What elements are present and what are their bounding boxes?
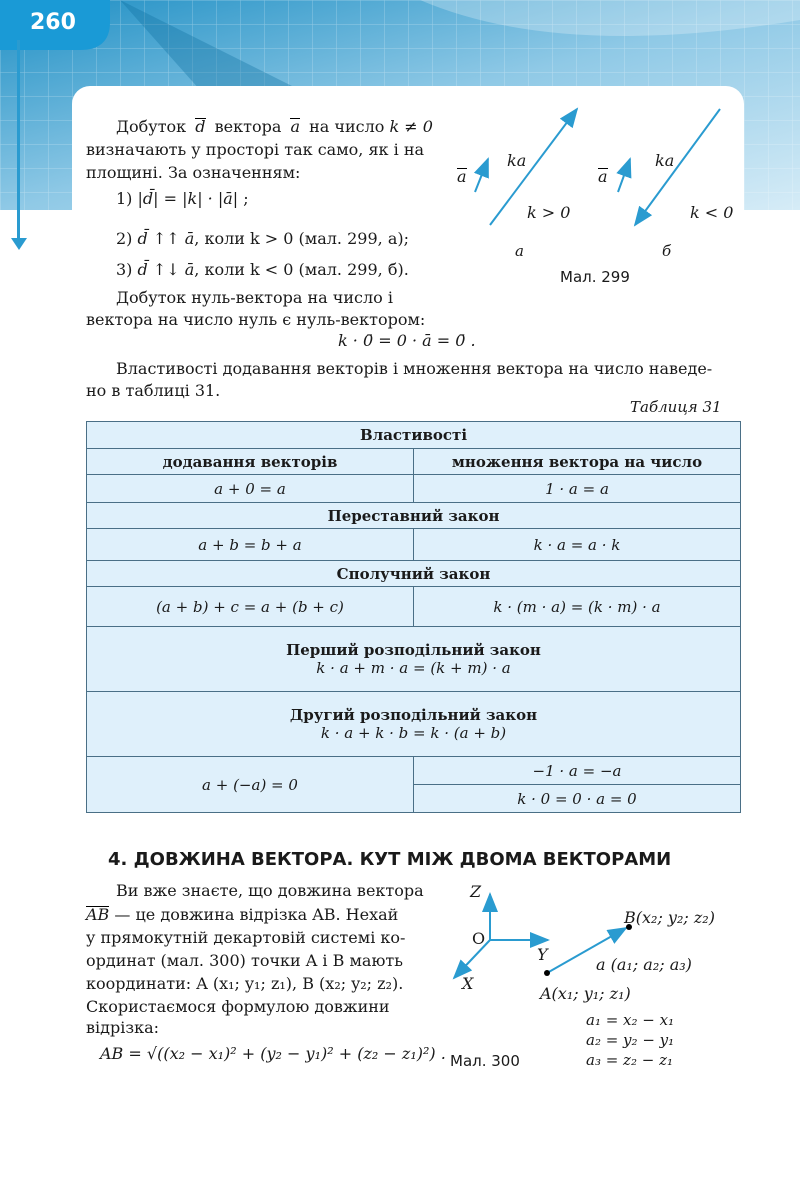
fig300-point-a: A(x₁; y₁; z₁) (540, 984, 631, 1003)
intro-line1: Добуток d вектора a на число k ≠ 0 (116, 117, 433, 136)
props-line2: но в таблиці 31. (86, 381, 221, 400)
fig300-eq1: a₁ = x₂ − x₁ (586, 1011, 675, 1029)
table-header: Властивості (87, 422, 741, 449)
s4-line3: у прямокутній декартовій системі ко- (86, 928, 406, 947)
fig299-vec-a-left: a (457, 167, 467, 186)
col-addition: додавання векторів (87, 449, 414, 475)
fig300-axis-y: Y (537, 945, 548, 964)
vector-a-left (475, 159, 488, 192)
null-line2: вектора на число нуль є нуль-вектором: (86, 310, 426, 329)
distance-formula: AB = √((x₂ − x₁)² + (y₂ − y₁)² + (z₂ − z₁)²) . (100, 1044, 446, 1063)
cell-r3c2: k · (m · a) = (k · m) · a (414, 587, 741, 627)
fig299-k-lt: k < 0 (690, 203, 734, 222)
fig299-vec-ka-left: ka (507, 151, 527, 170)
fig300-eq2: a₂ = y₂ − y₁ (586, 1031, 675, 1049)
fig299-label-b: б (662, 242, 672, 260)
cell-r2c2: k · a = a · k (414, 529, 741, 561)
fig300-axis-x: X (462, 974, 474, 993)
vector-a-right (618, 159, 630, 192)
fig299-caption: Мал. 299 (560, 268, 630, 286)
fig300-caption: Мал. 300 (450, 1052, 520, 1070)
distrib1-title: Перший розподільний закон (286, 641, 541, 659)
cell-r2c1: a + b = b + a (87, 529, 414, 561)
s4-line7: відрізка: (86, 1018, 159, 1037)
figure-299 (440, 95, 740, 295)
row-commutative: Переставний закон (87, 503, 741, 529)
row-distrib1 (87, 627, 741, 692)
rule-2: 2) d̄ ↑↑ ā, коли k > 0 (мал. 299, а); (116, 229, 409, 248)
fig300-origin: O (472, 929, 486, 948)
section-heading: 4. ДОВЖИНА ВЕКТОРА. КУТ МІЖ ДВОМА ВЕКТОРАМИ (108, 849, 672, 870)
fig299-vec-ka-right: ka (655, 151, 675, 170)
intro-line3: площині. За означенням: (86, 163, 301, 182)
cell-r6c2b: k · 0 = 0 · a = 0 (414, 785, 741, 813)
cell-r6c2a: −1 · a = −a (414, 757, 741, 785)
fig299-vec-a-right: a (598, 167, 608, 186)
rule-1: 1) |d̄| = |k| · |ā| ; (116, 189, 249, 208)
fig299-label-a: а (515, 242, 524, 260)
fig300-vec-label: a (a₁; a₂; a₃) (596, 955, 692, 974)
col-multiplication: множення вектора на число (414, 449, 741, 475)
table-caption: Таблиця 31 (630, 398, 722, 416)
null-formula: k · 0̄ = 0 · ā = 0̄ . (338, 331, 476, 350)
fig300-axis-z: Z (470, 882, 482, 901)
margin-arrow-icon (11, 238, 27, 250)
s4-line1: Ви вже знаєте, що довжина вектора (116, 881, 424, 900)
null-line1: Добуток нуль-вектора на число і (116, 288, 393, 307)
props-line1: Властивості додавання векторів і множення вектора на число наведе- (116, 359, 713, 378)
row-associative: Сполучний закон (87, 561, 741, 587)
point-a-dot (544, 970, 550, 976)
fig299-k-gt: k > 0 (527, 203, 571, 222)
s4-line2: AB — це довжина відрізка AB. Нехай (86, 905, 399, 924)
row-distrib2 (87, 692, 741, 757)
intro-line2: визначають у просторі так само, як і на (86, 140, 425, 159)
s4-line6: Скористаємося формулою довжини (86, 997, 390, 1016)
rule-3: 3) d̄ ↑↓ ā, коли k < 0 (мал. 299, б). (116, 260, 409, 279)
fig300-eq3: a₃ = z₂ − z₁ (586, 1051, 673, 1069)
margin-line (17, 40, 20, 245)
cell-r1c2: 1 · a = a (414, 475, 741, 503)
fig300-point-b: B(x₂; y₂; z₂) (624, 908, 715, 927)
cell-r3c1: (a + b) + c = a + (b + c) (87, 587, 414, 627)
page-number: 260 (30, 10, 76, 35)
s4-line4: ординат (мал. 300) точки A і B мають (86, 951, 403, 970)
properties-table (86, 421, 741, 813)
distrib2-title: Другий розподільний закон (289, 706, 538, 724)
distrib1-formula: k · a + m · a = (k + m) · a (316, 659, 511, 677)
distrib2-formula: k · a + k · b = k · (a + b) (320, 724, 507, 742)
cell-r6c1: a + (−a) = 0 (87, 757, 414, 813)
s4-line5: координати: A (x₁; y₁; z₁), B (x₂; y₂; z₂). (86, 974, 404, 993)
cell-r1c1: a + 0 = a (87, 475, 414, 503)
